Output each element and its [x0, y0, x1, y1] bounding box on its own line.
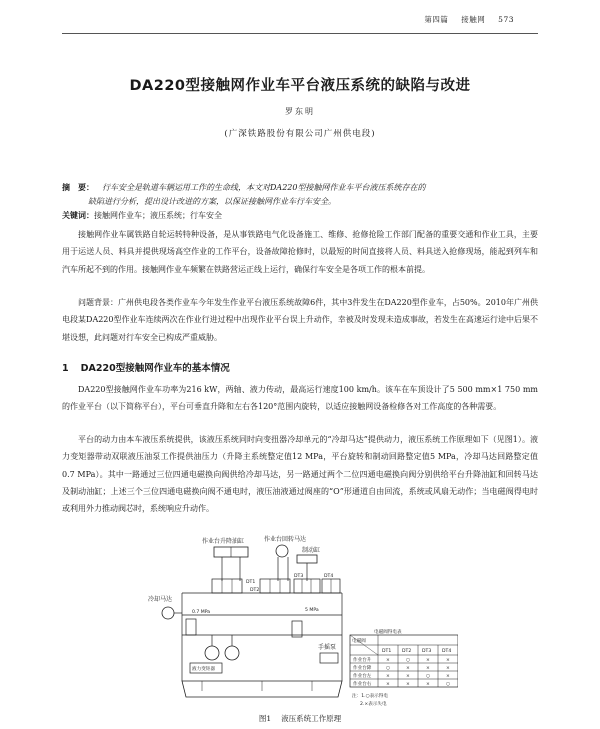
handpump — [320, 653, 338, 663]
row-right-cell-3: × — [426, 682, 430, 687]
row-down-cell-2: × — [406, 666, 410, 671]
paragraph-background — [62, 294, 538, 346]
figure-number: 图1 — [258, 714, 272, 723]
rotate-motor-label: 作业台回转马达 — [264, 536, 307, 543]
pump-b — [225, 646, 239, 660]
table-title: 电磁阀得电表 — [374, 630, 402, 635]
author: 罗东明 — [285, 107, 315, 116]
row-right-cell-2: × — [406, 682, 410, 687]
paragraph-1: 接触网作业车属铁路自轮运转特种设备，是从事铁路电气化设备施工、维修、抢修抢险工作部门配备的重要交通和作业工具，主要用于运送人员、料具并提供现场高空作业的工作平台，设备故障抢修时，以最短的时间直接将人员、料具送入抢修现场，能起到列车和汽车所起不到的作用。接触网作业车频繁在铁路营运正线上运行，确保行车安全是各项工作的根本前提。 — [62, 230, 538, 274]
paragraph-intro — [62, 226, 538, 278]
section-label: 接触网 — [461, 15, 486, 24]
pressure-a-label: 0.7 MPa — [192, 610, 211, 615]
valve-dt1 — [212, 579, 255, 593]
section-title: DA220型接触网作业车的基本情况 — [80, 363, 230, 374]
row-up-name: 作业台升 — [353, 658, 372, 663]
row-down-cell-1: ○ — [386, 666, 391, 671]
section-number: 1 — [62, 363, 69, 374]
col-dt2: DT2 — [402, 649, 412, 654]
valve-dt4 — [322, 573, 340, 593]
valve-dt2 — [250, 579, 290, 593]
abstract-label: 摘 要： — [62, 183, 94, 192]
hydraulic-schematic-figure — [142, 531, 458, 717]
row-left-cell-4: × — [446, 674, 450, 679]
table-note-2: 2.×表示失电 — [360, 702, 387, 707]
paragraph-3: DA220型接触网作业车功率为216 kW，两轴、液力传动，最高运行速度100 km/h。该车在车顶设计了5 500 mm×1 750 mm的作业平台（以下简称平台），平台可垂直升降和左右各120°范围内旋转，以适应接触网设备检修各对工作高度的各种需要。 — [62, 385, 538, 412]
pump-a — [205, 646, 219, 660]
relief-valve-b — [292, 621, 302, 637]
figure-caption — [62, 713, 538, 724]
header-rule — [62, 33, 538, 34]
abstract-line-2: 缺陷进行分析，提出设计改进的方案，以保证接触网作业车行车安全。 — [88, 197, 336, 206]
col-dt3: DT3 — [422, 649, 432, 654]
row-left-cell-1: × — [386, 674, 390, 679]
abstract-line-1: 行车安全是轨道车辆运用工作的生命线，本文对DA220型接触网作业车平台液压系统存在的 — [102, 183, 426, 192]
lift-cylinder-label: 作业台升降油缸 — [202, 538, 245, 545]
hydraulic-schematic — [142, 531, 458, 717]
keywords-text: 接触网作业车；液压系统；行车安全 — [94, 211, 222, 220]
cooling-motor-label: 冷却马达 — [148, 596, 173, 603]
row-left-name: 作业台左 — [353, 674, 372, 679]
cooling-motor — [162, 607, 174, 619]
keywords — [62, 210, 538, 221]
solenoid-table — [350, 628, 458, 707]
chapter-label: 第四篇 — [424, 15, 449, 24]
col-dt1: DT1 — [382, 649, 392, 654]
transmission-label: 液力变矩器 — [192, 667, 215, 672]
dt2-label: DT2 — [250, 588, 260, 593]
row-down-name: 作业台降 — [353, 666, 372, 671]
dt1-label: DT1 — [246, 580, 256, 585]
pressure-b-label: 5 MPa — [305, 608, 319, 613]
table-note-1: 注：1.○表示得电 — [352, 694, 388, 699]
section-heading — [62, 360, 230, 374]
row-left-cell-3: ○ — [426, 674, 431, 679]
table-corner: 电磁阀 — [352, 639, 366, 644]
row-down-cell-4: × — [446, 666, 450, 671]
abstract — [62, 181, 538, 209]
keywords-label: 关键词： — [62, 211, 94, 220]
paragraph-basic — [62, 381, 538, 416]
figure-caption-text: 液压系统工作原理 — [281, 714, 342, 723]
paragraph-4: 平台的动力由本车液压系统提供，该液压系统同时向变扭器冷却单元的“冷却马达”提供动力，液压系统工作原理如下（见图1）。液力变矩器带动双联液压油泵工作提供油压力（升降主系统整定值12 MPa，平台旋转和制动回路整定值5 MPa，冷却马达回路整定值0.7 MPa）。其中一路通过三位四通电磁换向阀供给冷却马达，另一路通过两个二位四通电磁换向阀分别供给平台升降油缸和回转马达及制动油缸；上述三个三位四通电磁换向阀不通电时，液压油液通过阀座的“O”形通道自由回流，系统或风扇无动作；当电磁阀得电时或利用外力推动阀芯时，系统响应升动作。 — [62, 435, 538, 514]
row-right-name: 作业台右 — [353, 682, 372, 687]
page-number: 573 — [498, 15, 514, 24]
rotate-motor — [276, 545, 288, 557]
brake-cylinder-label: 制动缸 — [302, 547, 321, 554]
affiliation: (广深铁路股份有限公司广州供电段) — [224, 129, 376, 139]
row-left-cell-2: × — [406, 674, 410, 679]
relief-valve-a — [186, 619, 196, 635]
paper-title: DA220型接触网作业车平台液压系统的缺陷与改进 — [129, 78, 471, 94]
paragraph-2: 问题背景：广州供电段各类作业车今年发生作业平台液压系统故障6件，其中3件发生在DA220型作业车，占50%。2010年广州供电段某DA220型作业车连续两次在作业行进过程中出现作业平台误上升动作，幸被及时发现未造成事故，若发生在高速运行途中后果不堪设想，此问题对行车安全已构成严重威胁。 — [62, 298, 538, 342]
col-dt4: DT4 — [442, 649, 452, 654]
dt3-label: DT3 — [294, 574, 304, 579]
row-up-cell-3: × — [426, 658, 430, 663]
running-head — [414, 14, 514, 25]
row-down-cell-3: × — [426, 666, 430, 671]
brake-cylinder — [297, 555, 317, 563]
row-up-cell-2: ○ — [406, 658, 411, 663]
handpump-label: 手摇泵 — [318, 644, 337, 651]
row-up-cell-4: × — [446, 658, 450, 663]
row-right-cell-1: × — [386, 682, 390, 687]
dt4-label: DT4 — [324, 574, 334, 579]
paragraph-hydraulic — [62, 431, 538, 517]
row-right-cell-4: ○ — [446, 682, 451, 687]
row-up-cell-1: × — [386, 658, 390, 663]
